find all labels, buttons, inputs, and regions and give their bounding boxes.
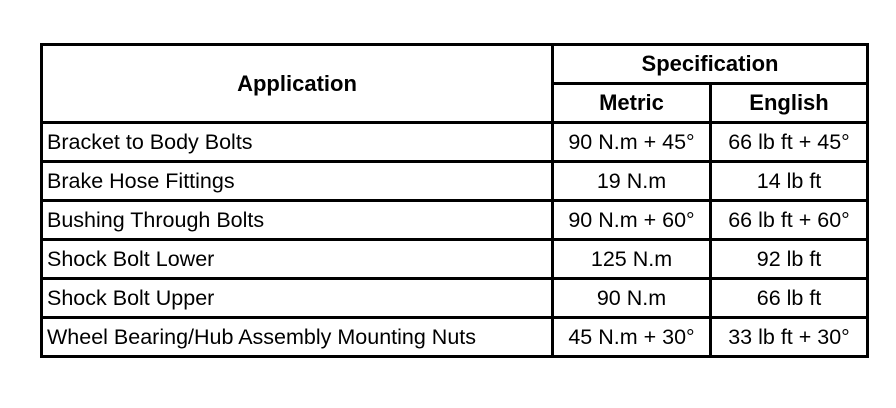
english-header: English [711, 84, 868, 123]
metric-cell: 19 N.m [553, 162, 711, 201]
table-row [42, 201, 868, 240]
metric-header: Metric [553, 84, 711, 123]
table-row [42, 162, 868, 201]
application-cell: Brake Hose Fittings [42, 162, 553, 201]
english-cell: 66 lb ft [711, 279, 868, 318]
metric-cell: 90 N.m + 45° [553, 123, 711, 162]
english-cell: 66 lb ft + 60° [711, 201, 868, 240]
table-row [42, 123, 868, 162]
application-cell: Wheel Bearing/Hub Assembly Mounting Nuts [42, 318, 553, 357]
table-row [42, 318, 868, 357]
english-cell: 66 lb ft + 45° [711, 123, 868, 162]
english-cell: 33 lb ft + 30° [711, 318, 868, 357]
application-cell: Shock Bolt Upper [42, 279, 553, 318]
table-row [42, 279, 868, 318]
application-cell: Bracket to Body Bolts [42, 123, 553, 162]
application-header: Application [42, 45, 553, 123]
application-cell: Shock Bolt Lower [42, 240, 553, 279]
metric-cell: 90 N.m [553, 279, 711, 318]
metric-cell: 90 N.m + 60° [553, 201, 711, 240]
specification-header: Specification [553, 45, 868, 84]
table-row [42, 240, 868, 279]
torque-spec-table [40, 43, 869, 358]
metric-cell: 45 N.m + 30° [553, 318, 711, 357]
application-cell: Bushing Through Bolts [42, 201, 553, 240]
english-cell: 14 lb ft [711, 162, 868, 201]
english-cell: 92 lb ft [711, 240, 868, 279]
metric-cell: 125 N.m [553, 240, 711, 279]
